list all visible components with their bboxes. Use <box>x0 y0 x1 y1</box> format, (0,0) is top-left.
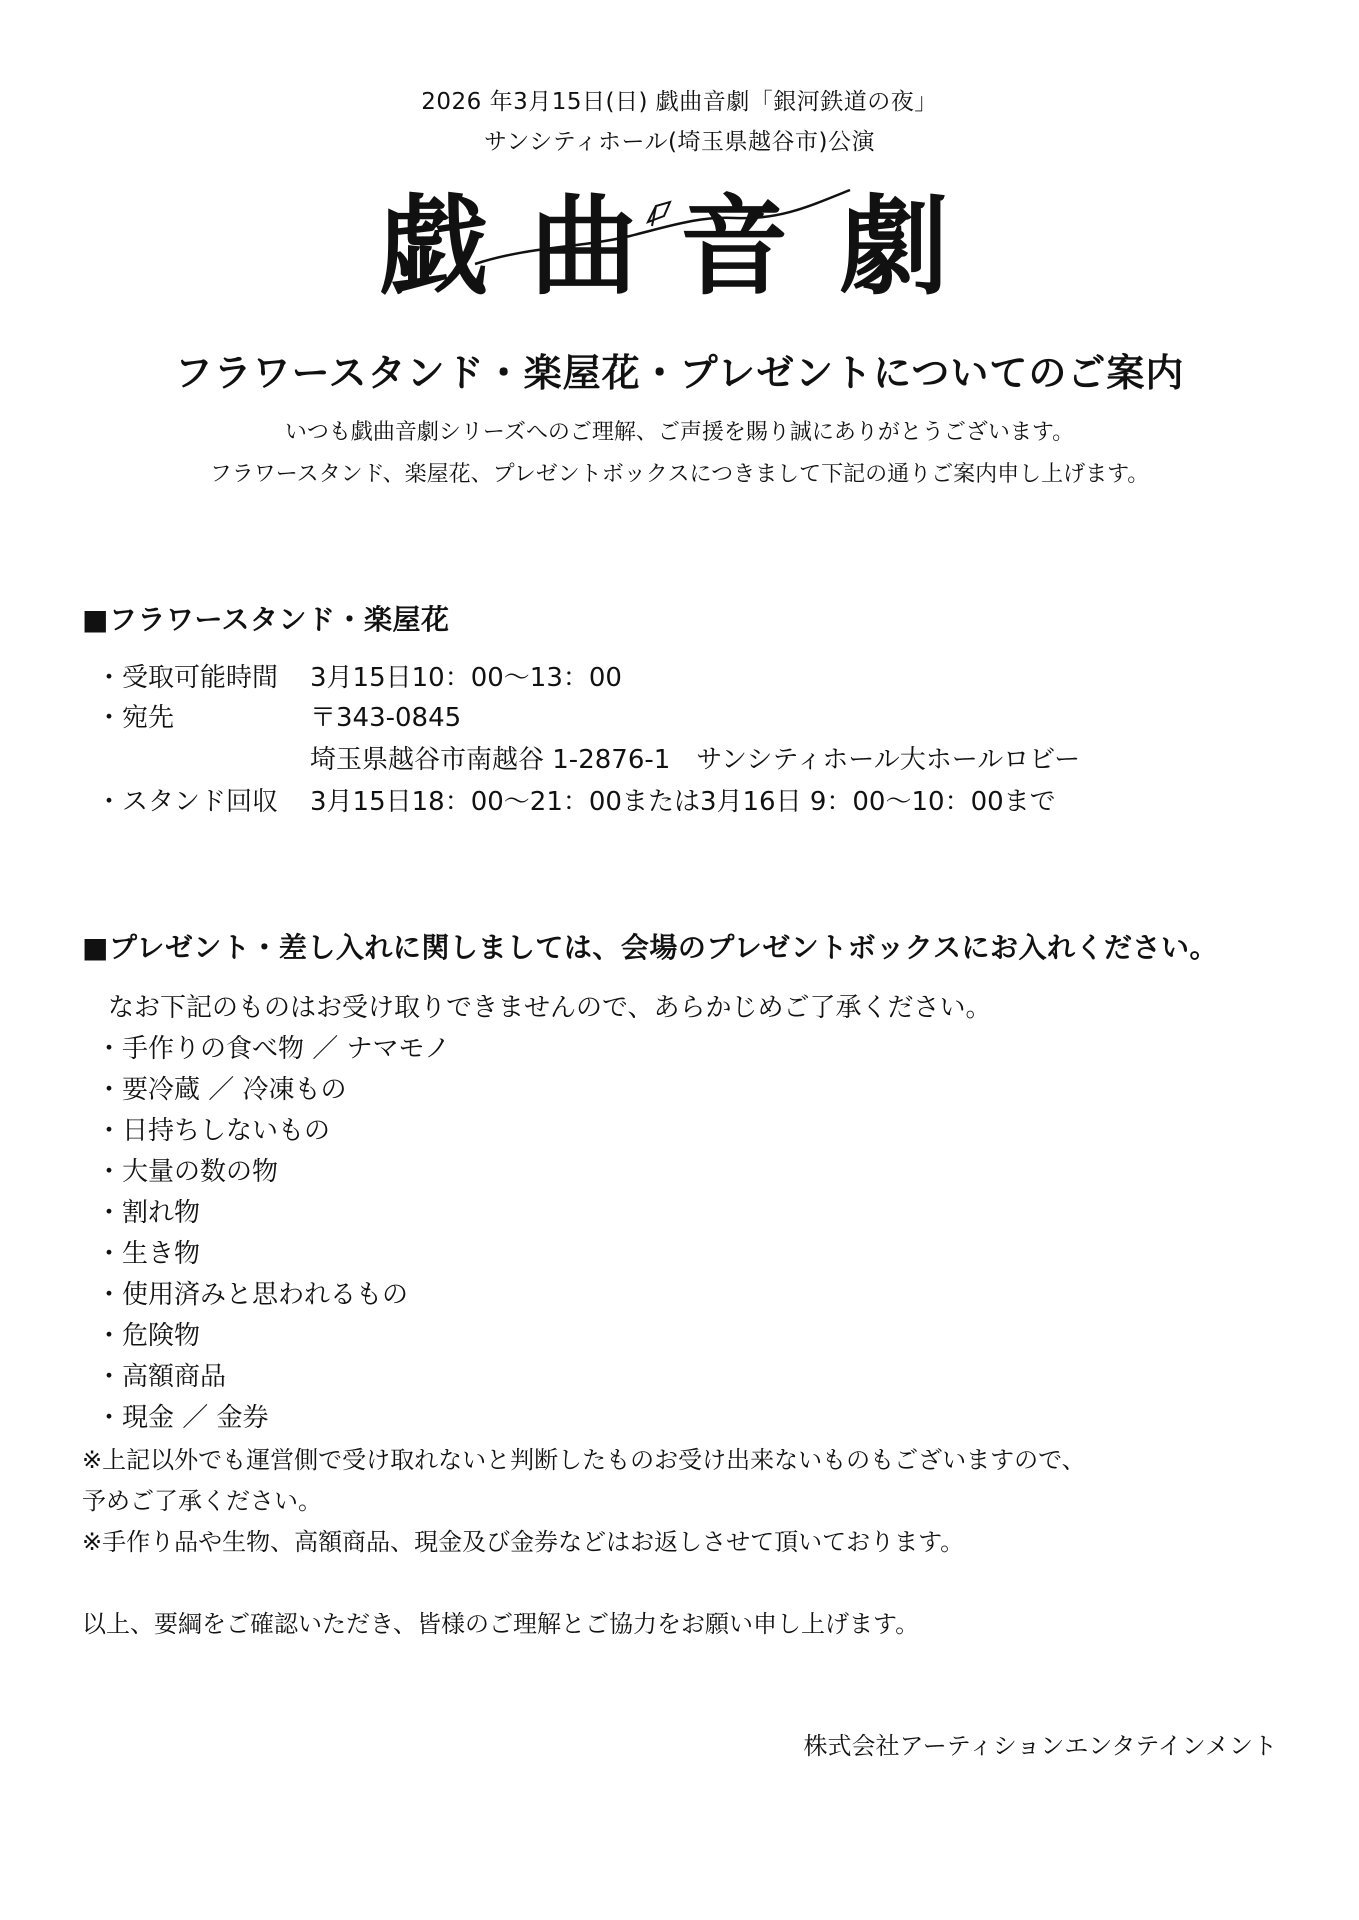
info-row-receive-time <box>96 658 622 698</box>
list-item: ・日持ちしないもの <box>96 1116 331 1146</box>
list-item: ・高額商品 <box>96 1362 227 1392</box>
music-note-icon <box>648 202 670 226</box>
info-label: ・受取可能時間 <box>96 663 279 693</box>
list-item: ・手作りの食べ物 ／ ナマモノ <box>96 1034 451 1064</box>
info-row-stand-collection <box>96 782 1056 822</box>
logo-char-2: 曲 <box>530 184 639 306</box>
flower-section-heading: ■フラワースタンド・楽屋花 <box>82 603 450 636</box>
intro-text <box>0 412 1359 496</box>
info-value: 3月15日10：00～13：00 <box>310 663 622 693</box>
info-label: ・スタンド回収 <box>96 787 279 817</box>
present-section-heading: ■プレゼント・差し入れに関しましては、会場のプレゼントボックスにお入れください。 <box>82 931 1218 964</box>
not-accepted-list <box>96 988 991 1439</box>
info-value: 〒343-0845 <box>310 703 462 733</box>
series-logo <box>380 176 960 306</box>
note-line-2: 予めご了承ください。 <box>82 1487 322 1515</box>
event-header <box>0 82 1359 162</box>
logo-char-3: 音 <box>680 184 789 306</box>
list-item: ・危険物 <box>96 1321 201 1351</box>
list-item: ・要冷蔵 ／ 冷凍もの <box>96 1075 347 1105</box>
info-value: 3月15日18：00～21：00または3月16日 9：00～10：00まで <box>310 787 1056 817</box>
logo-char-4: 劇 <box>840 184 949 306</box>
info-row-address <box>96 698 461 738</box>
list-item: ・大量の数の物 <box>96 1157 279 1187</box>
intro-line-1: いつも戯曲音劇シリーズへのご理解、ご声援を賜り誠にありがとうございます。 <box>284 420 1075 445</box>
note-line-1: ※上記以外でも運営側で受け取れないと判断したものお受け出来ないものもございますので、 <box>82 1446 1086 1474</box>
logo-char-1: 戯 <box>380 184 489 306</box>
list-item: ・割れ物 <box>96 1198 201 1228</box>
closing-text: 以上、要綱をご確認いただき、皆様のご理解とご協力をお願い申し上げます。 <box>82 1610 920 1638</box>
info-label: ・宛先 <box>96 703 175 733</box>
notes <box>82 1440 1086 1563</box>
list-item: ・使用済みと思われるもの <box>96 1280 409 1310</box>
company-name: 株式会社アーティションエンタテインメント <box>803 1732 1277 1760</box>
info-value: 埼玉県越谷市南越谷 1-2876-1 サンシティホール大ホールロビー <box>310 745 1081 775</box>
intro-line-2: フラワースタンド、楽屋花、プレゼントボックスにつきまして下記の通りご案内申し上げます。 <box>209 462 1150 487</box>
event-venue: サンシティホール(埼玉県越谷市)公演 <box>484 129 875 155</box>
list-item: ・生き物 <box>96 1239 201 1269</box>
not-accepted-intro: なお下記のものはお受け取りできませんので、あらかじめご了承ください。 <box>108 993 992 1023</box>
list-item: ・現金 ／ 金券 <box>96 1403 269 1433</box>
info-row-address-detail <box>96 740 1080 780</box>
page-title: フラワースタンド・楽屋花・プレゼントについてのご案内 <box>174 351 1185 395</box>
event-date-title: 2026 年3月15日(日) 戯曲音劇「銀河鉄道の夜」 <box>421 89 938 115</box>
note-line-3: ※手作り品や生物、高額商品、現金及び金券などはお返しさせて頂いております。 <box>82 1528 965 1556</box>
